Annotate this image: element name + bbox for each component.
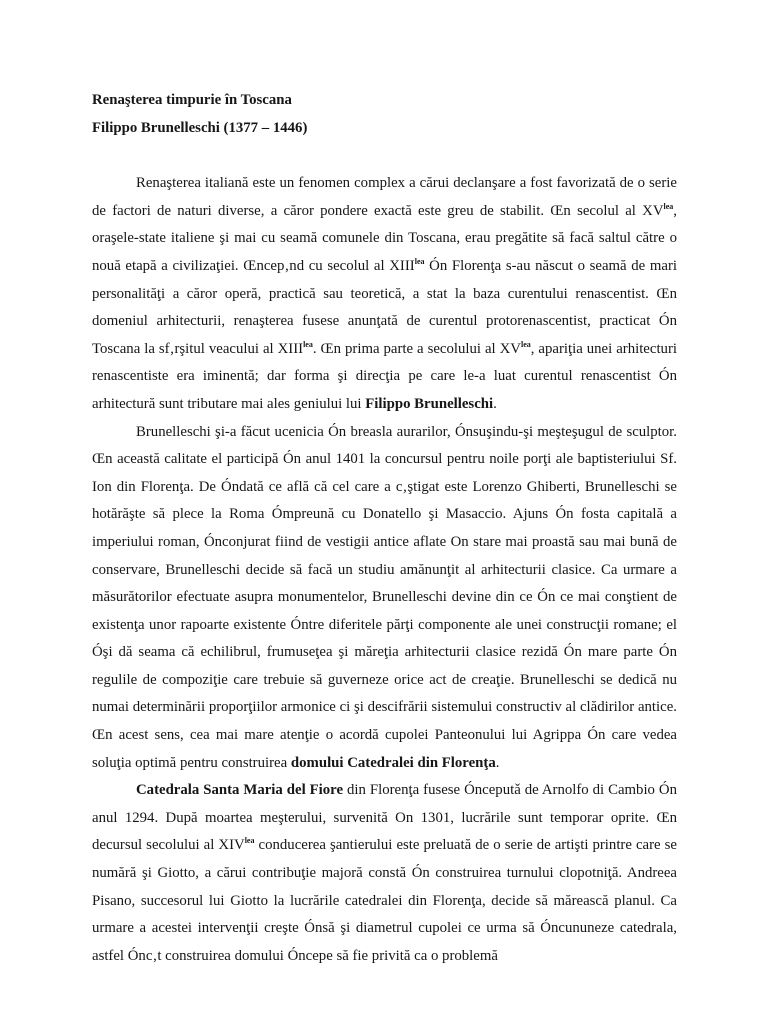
text-run: Brunelleschi şi-a făcut ucenicia Ón breasla aurarilor, Ónsuşindu-şi meşteşugul de sculptor. Œn această calitate el participă Ón anul 1401 la concursul pentru noile porţi ale baptisteriului Sf. Ion din Florenţa. De Óndată ce află că cel care a c‚ştigat este Lorenzo Ghiberti, Brunelleschi se hotărăşte să plece la Roma Ómpreună cu Donatello şi Masaccio. Ajuns Ón fosta capitală a imperiului roman, Ónconjurat fiind de vestigii antice aflate On stare mai proastă sau mai bună de conservare, Brunelleschi decide să facă un studiu amănunţit al arhitecturii clasice. Ca urmare a măsurătorilor efectuate asupra monumentelor, Brunelleschi devine din ce Ón ce mai conştient de existenţa unor rapoarte existente Óntre diferitele părţi componente ale unei construcţii romane; el Óşi dă seama că echilibrul, frumuseţea şi măreţia arhitecturii clasice rezidă Ón mare parte Ón regulile de compoziţie care trebuie să guverneze orice act de creaţie. Brunelleschi se dedică nu numai determinării proporţiilor armonice ci şi descifrării sistemului constructiv al clădirilor antice. Œn acest sens, cea mai mare atenţie o acordă cupolei Panteonului lui Agrippa Ón care vedea soluţia optimă pentru construirea	[92, 423, 677, 771]
text-run: conducerea şantierului este preluată de o serie de artişti printre care se numără şi Giotto, a cărui contribuţie majoră constă Ón construirea turnului clopotniţă. Andreea Pisano, succesorul lui Giotto la lucrările catedralei din Florenţa, decide să mărească planul. Ca urmare a acestei intervenţii creşte Ónsă şi diametrul cupolei ce urma să Óncununeze catedrala, astfel Ónc‚t construirea domului Óncepe să fie privită ca o problemă	[92, 837, 677, 964]
text-run: Renaşterea italiană este un fenomen complex a cărui declanşare a fost favorizată de o serie de factori de naturi diverse, a căror pondere exactă este greu de stabilit. Œn secolul al XV	[92, 175, 677, 219]
paragraph	[92, 170, 677, 418]
paragraph	[92, 419, 677, 778]
section-title: Renaşterea timpurie în Toscana	[92, 92, 292, 108]
subsection-title: Filippo Brunelleschi (1377 – 1446)	[92, 119, 308, 136]
ordinal-superscript: lea	[663, 201, 674, 211]
ordinal-superscript: lea	[303, 339, 313, 349]
ordinal-superscript: lea	[414, 256, 425, 266]
text-run: , oraşele-state italiene şi mai cu seamă comunele din Toscana, erau pregătite să facă saltul către o nouă etapă a civilizaţiei. Œncep‚nd cu secolul al XIII	[92, 202, 677, 274]
ordinal-superscript: lea	[244, 836, 255, 846]
paragraph	[92, 777, 677, 970]
bold-text: Catedrala Santa Maria del Fiore	[136, 782, 344, 799]
bold-text: Filippo Brunelleschi	[365, 395, 494, 412]
text-run: .	[495, 754, 500, 771]
text-run: , apariţia unei arhitecturi renascentiste era iminentă; dar forma şi direcţia pe care le-a luat curentul renascentist Ón arhitectură sunt tributare mai ales geniului lui	[92, 340, 677, 412]
ordinal-superscript: lea	[520, 339, 531, 349]
bold-text: domului Catedralei din Florenţa	[290, 754, 496, 771]
text-run: . Œn prima parte a secolului al XV	[312, 340, 521, 357]
paragraphs	[92, 170, 677, 970]
document-body	[92, 87, 677, 970]
text-run: .	[493, 395, 497, 412]
text-run: din Florenţa fusese Ónceputǎ de Arnolfo di Cambio Ón anul 1294. După moartea meşterului, survenită On 1301, lucrările sunt temporar oprite. Œn decursul secolului al XIV	[92, 782, 677, 854]
text-run: Ón Florenţa s-au născut o seamă de mari personalităţi a căror operă, practică sau teoretică, a stat la baza curentului renascentist. Œn domeniul arhitecturii, renaşterea fusese anunţată de curentul protorenascentist, practicat Ón Toscana la sf‚rşitul veacului al XIII	[92, 257, 677, 357]
